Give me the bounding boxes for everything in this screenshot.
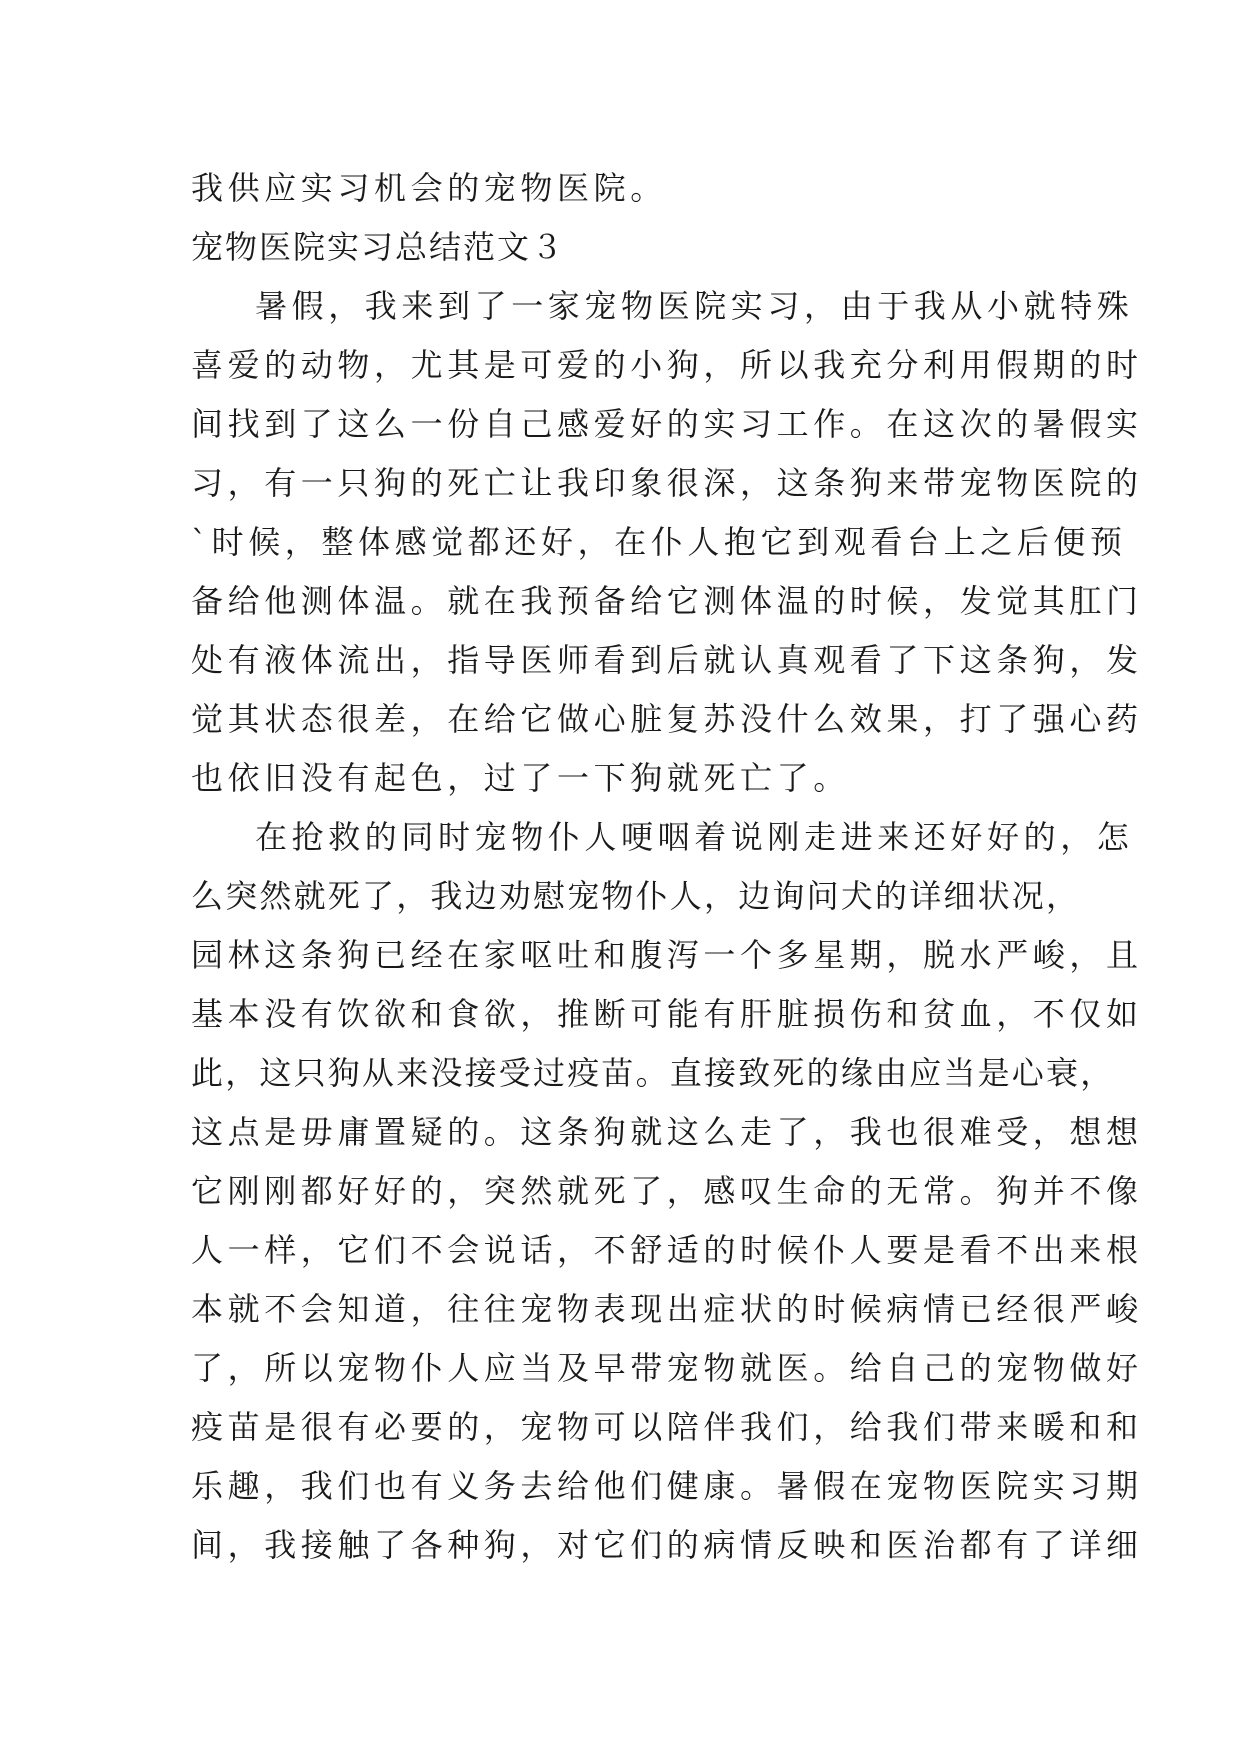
paragraph-line: 疫苗是很有必要的，宠物可以陪伴我们，给我们带来暖和和 [191,1408,1143,1446]
paragraph-line: 此，这只狗从来没接受过疫苗。直接致死的缘由应当是心衰， [191,1054,1115,1092]
paragraph-line: 么突然就死了，我边劝慰宠物仆人，边询问犬的详细状况， [191,877,1081,915]
paragraph-line: 间，我接触了各种狗，对它们的病情反映和医治都有了详细 [191,1526,1143,1564]
paragraph-line: 人一样，它们不会说话，不舒适的时候仆人要是看不出来根 [191,1231,1143,1269]
text-line: 我供应实习机会的宠物医院。 [191,169,667,207]
paragraph-line: 喜爱的动物，尤其是可爱的小狗，所以我充分利用假期的时 [191,346,1143,384]
paragraph-line: 它刚刚都好好的，突然就死了，感叹生命的无常。狗并不像 [191,1172,1143,1210]
paragraph-line: 这点是毋庸置疑的。这条狗就这么走了，我也很难受，想想 [191,1113,1143,1151]
section-title: 宠物医院实习总结范文３ [191,228,566,266]
paragraph-line: 在抢救的同时宠物仆人哽咽着说刚走进来还好好的，怎 [255,818,1134,856]
paragraph-line: 乐趣，我们也有义务去给他们健康。暑假在宠物医院实习期 [191,1467,1143,1505]
paragraph-line: 暑假，我来到了一家宠物医院实习，由于我从小就特殊 [255,287,1134,325]
paragraph-line: 习，有一只狗的死亡让我印象很深，这条狗来带宠物医院的 [191,464,1143,502]
paragraph-line: 园林这条狗已经在家呕吐和腹泻一个多星期，脱水严峻，且 [191,936,1143,974]
paragraph-line: `时候，整体感觉都还好，在仆人抱它到观看台上之后便预 [191,523,1127,561]
paragraph-line: 处有液体流出，指导医师看到后就认真观看了下这条狗，发 [191,641,1143,679]
paragraph-line: 基本没有饮欲和食欲，推断可能有肝脏损伤和贫血，不仅如 [191,995,1143,1033]
paragraph-line: 本就不会知道，往往宠物表现出症状的时候病情已经很严峻 [191,1290,1143,1328]
paragraph-line: 间找到了这么一份自己感爱好的实习工作。在这次的暑假实 [191,405,1143,443]
paragraph-line: 也依旧没有起色，过了一下狗就死亡了。 [191,759,850,797]
paragraph-line: 备给他测体温。就在我预备给它测体温的时候，发觉其肛门 [191,582,1143,620]
paragraph-line: 觉其状态很差，在给它做心脏复苏没什么效果，打了强心药 [191,700,1143,738]
paragraph-line: 了，所以宠物仆人应当及早带宠物就医。给自己的宠物做好 [191,1349,1143,1387]
